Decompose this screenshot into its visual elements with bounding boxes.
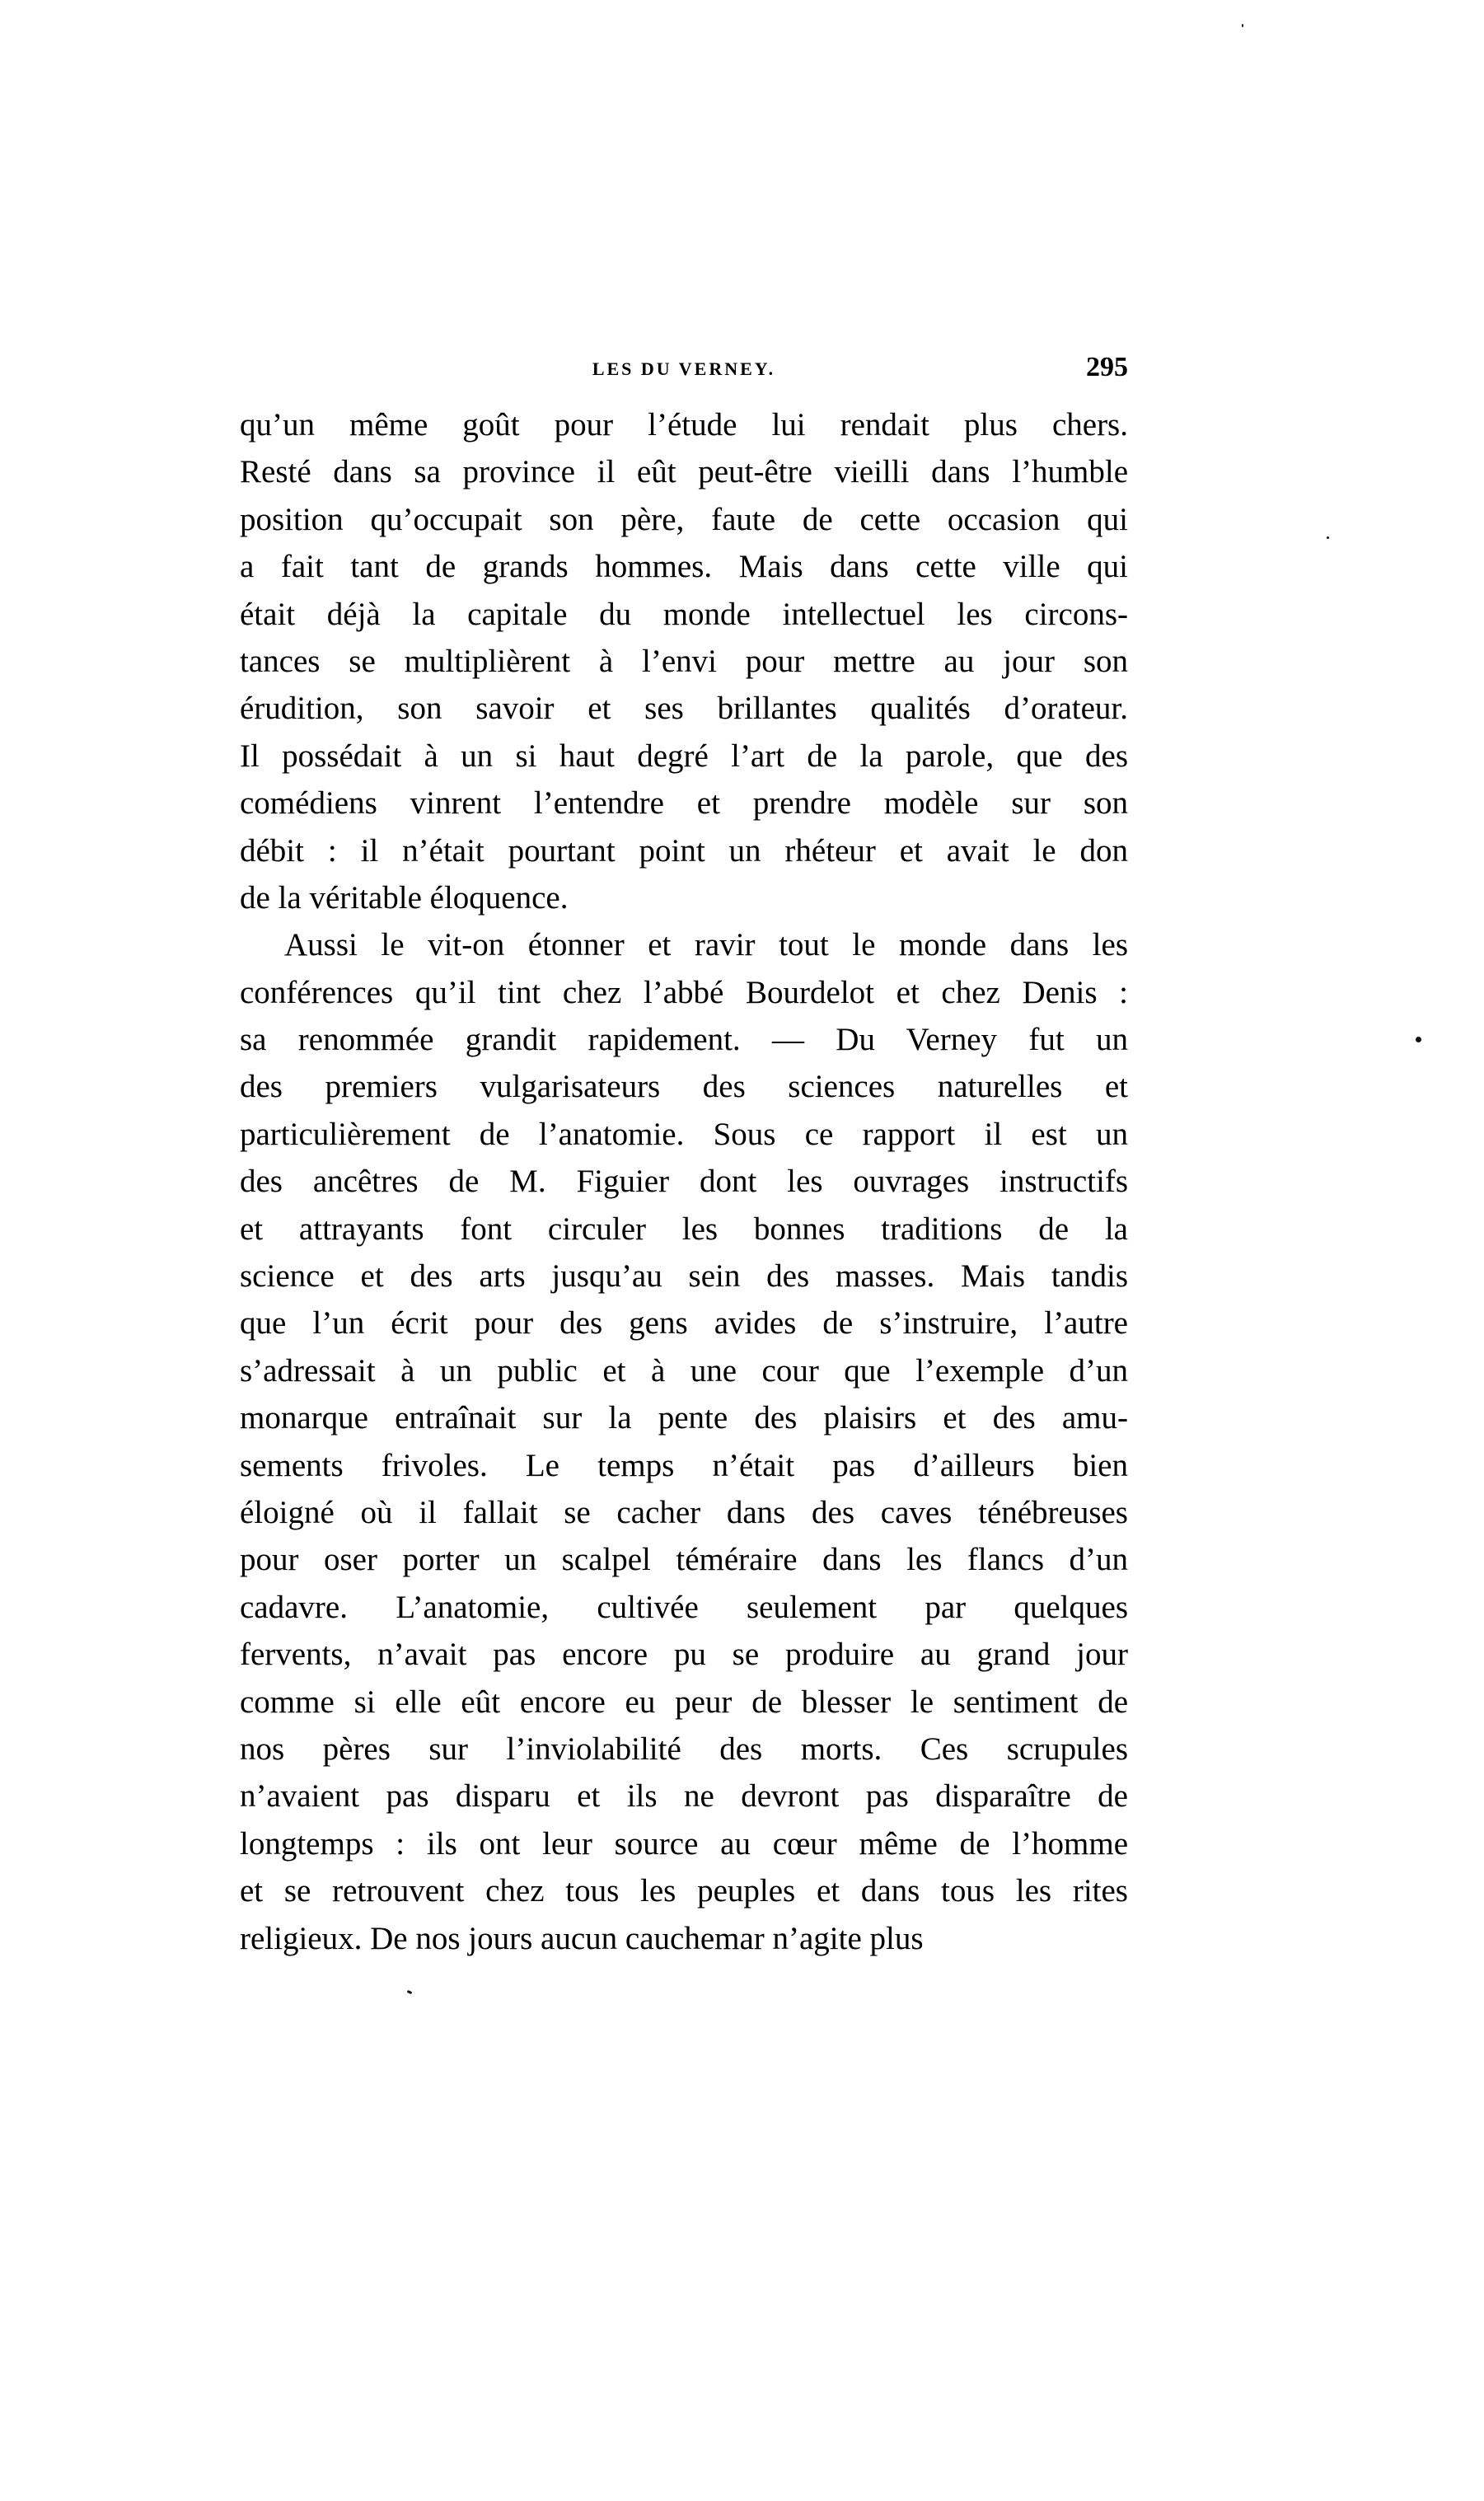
- text-line: et attrayants font circuler les bonnes traditions de la: [240, 1211, 1128, 1247]
- text-line: conférences qu’il tint chez l’abbé Bourdelot et chez Denis :: [240, 974, 1128, 1010]
- text-line: a fait tant de grands hommes. Mais dans cette ville qui: [240, 549, 1128, 585]
- text-line: éloigné où il fallait se cacher dans des caves ténébreuses: [240, 1494, 1128, 1530]
- text-line: comme si elle eût encore eu peur de blesser le sentiment de: [240, 1684, 1128, 1720]
- text-line: tances se multiplièrent à l’envi pour mettre au jour son: [240, 643, 1128, 679]
- paragraph: [240, 921, 1128, 1962]
- text-line: et se retrouvent chez tous les peuples et dans tous les rites: [240, 1873, 1128, 1909]
- text-line: monarque entraînait sur la pente des plaisirs et des amu-: [240, 1400, 1128, 1436]
- text-line: Resté dans sa province il eût peut-être vieilli dans l’humble: [240, 454, 1128, 490]
- text-line: position qu’occupait son père, faute de cette occasion qui: [240, 501, 1128, 537]
- text-line: longtemps : ils ont leur source au cœur même de l’homme: [240, 1825, 1128, 1862]
- text-line: particulièrement de l’anatomie. Sous ce rapport il est un: [240, 1116, 1128, 1152]
- text-line: était déjà la capitale du monde intellectuel les circons-: [240, 596, 1128, 632]
- scan-speck: [1416, 1037, 1421, 1042]
- text-line: sements frivoles. Le temps n’était pas d’ailleurs bien: [240, 1447, 1128, 1483]
- text-line: fervents, n’avait pas encore pu se produire au grand jour: [240, 1637, 1128, 1673]
- text-line: des ancêtres de M. Figuier dont les ouvrages instructifs: [240, 1164, 1128, 1200]
- paragraph: [240, 401, 1128, 921]
- text-line: sa renommée grandit rapidement. — Du Verney fut un: [240, 1022, 1128, 1058]
- text-line: des premiers vulgarisateurs des sciences naturelles et: [240, 1069, 1128, 1105]
- running-head: [240, 353, 1128, 386]
- text-line: Il possédait à un si haut degré l’art de la parole, que des: [240, 738, 1128, 774]
- text-line: religieux. De nos jours aucun cauchemar n’agite plus: [240, 1920, 924, 1956]
- text-line: érudition, son savoir et ses brillantes qualités d’orateur.: [240, 691, 1128, 727]
- text-line: s’adressait à un public et à une cour que l’exemple d’un: [240, 1352, 1128, 1389]
- text-line: cadavre. L’anatomie, cultivée seulement par quelques: [240, 1589, 1128, 1625]
- scan-speck: [1327, 536, 1329, 539]
- text-line: qu’un même goût pour l’étude lui rendait plus chers.: [240, 407, 1128, 443]
- body-text: [240, 401, 1128, 1962]
- text-line: Aussi le vit-on étonner et ravir tout le monde dans les: [284, 927, 1128, 963]
- text-line: pour oser porter un scalpel téméraire dans les flancs d’un: [240, 1542, 1128, 1578]
- page-number: 295: [1086, 352, 1128, 382]
- text-line: nos pères sur l’inviolabilité des morts. Ces scrupules: [240, 1731, 1128, 1767]
- text-line: débit : il n’était pourtant point un rhéteur et avait le don: [240, 832, 1128, 869]
- scan-speck: [407, 1990, 413, 1994]
- text-line: science et des arts jusqu’au sein des masses. Mais tandis: [240, 1258, 1128, 1295]
- text-line: n’avaient pas disparu et ils ne devront pas disparaître de: [240, 1778, 1128, 1815]
- running-title: LES DU VERNEY.: [592, 358, 776, 379]
- text-line: que l’un écrit pour des gens avides de s’instruire, l’autre: [240, 1305, 1128, 1342]
- text-line: comédiens vinrent l’entendre et prendre modèle sur son: [240, 785, 1128, 822]
- text-line: de la véritable éloquence.: [240, 879, 569, 916]
- scan-speck: [1242, 24, 1243, 27]
